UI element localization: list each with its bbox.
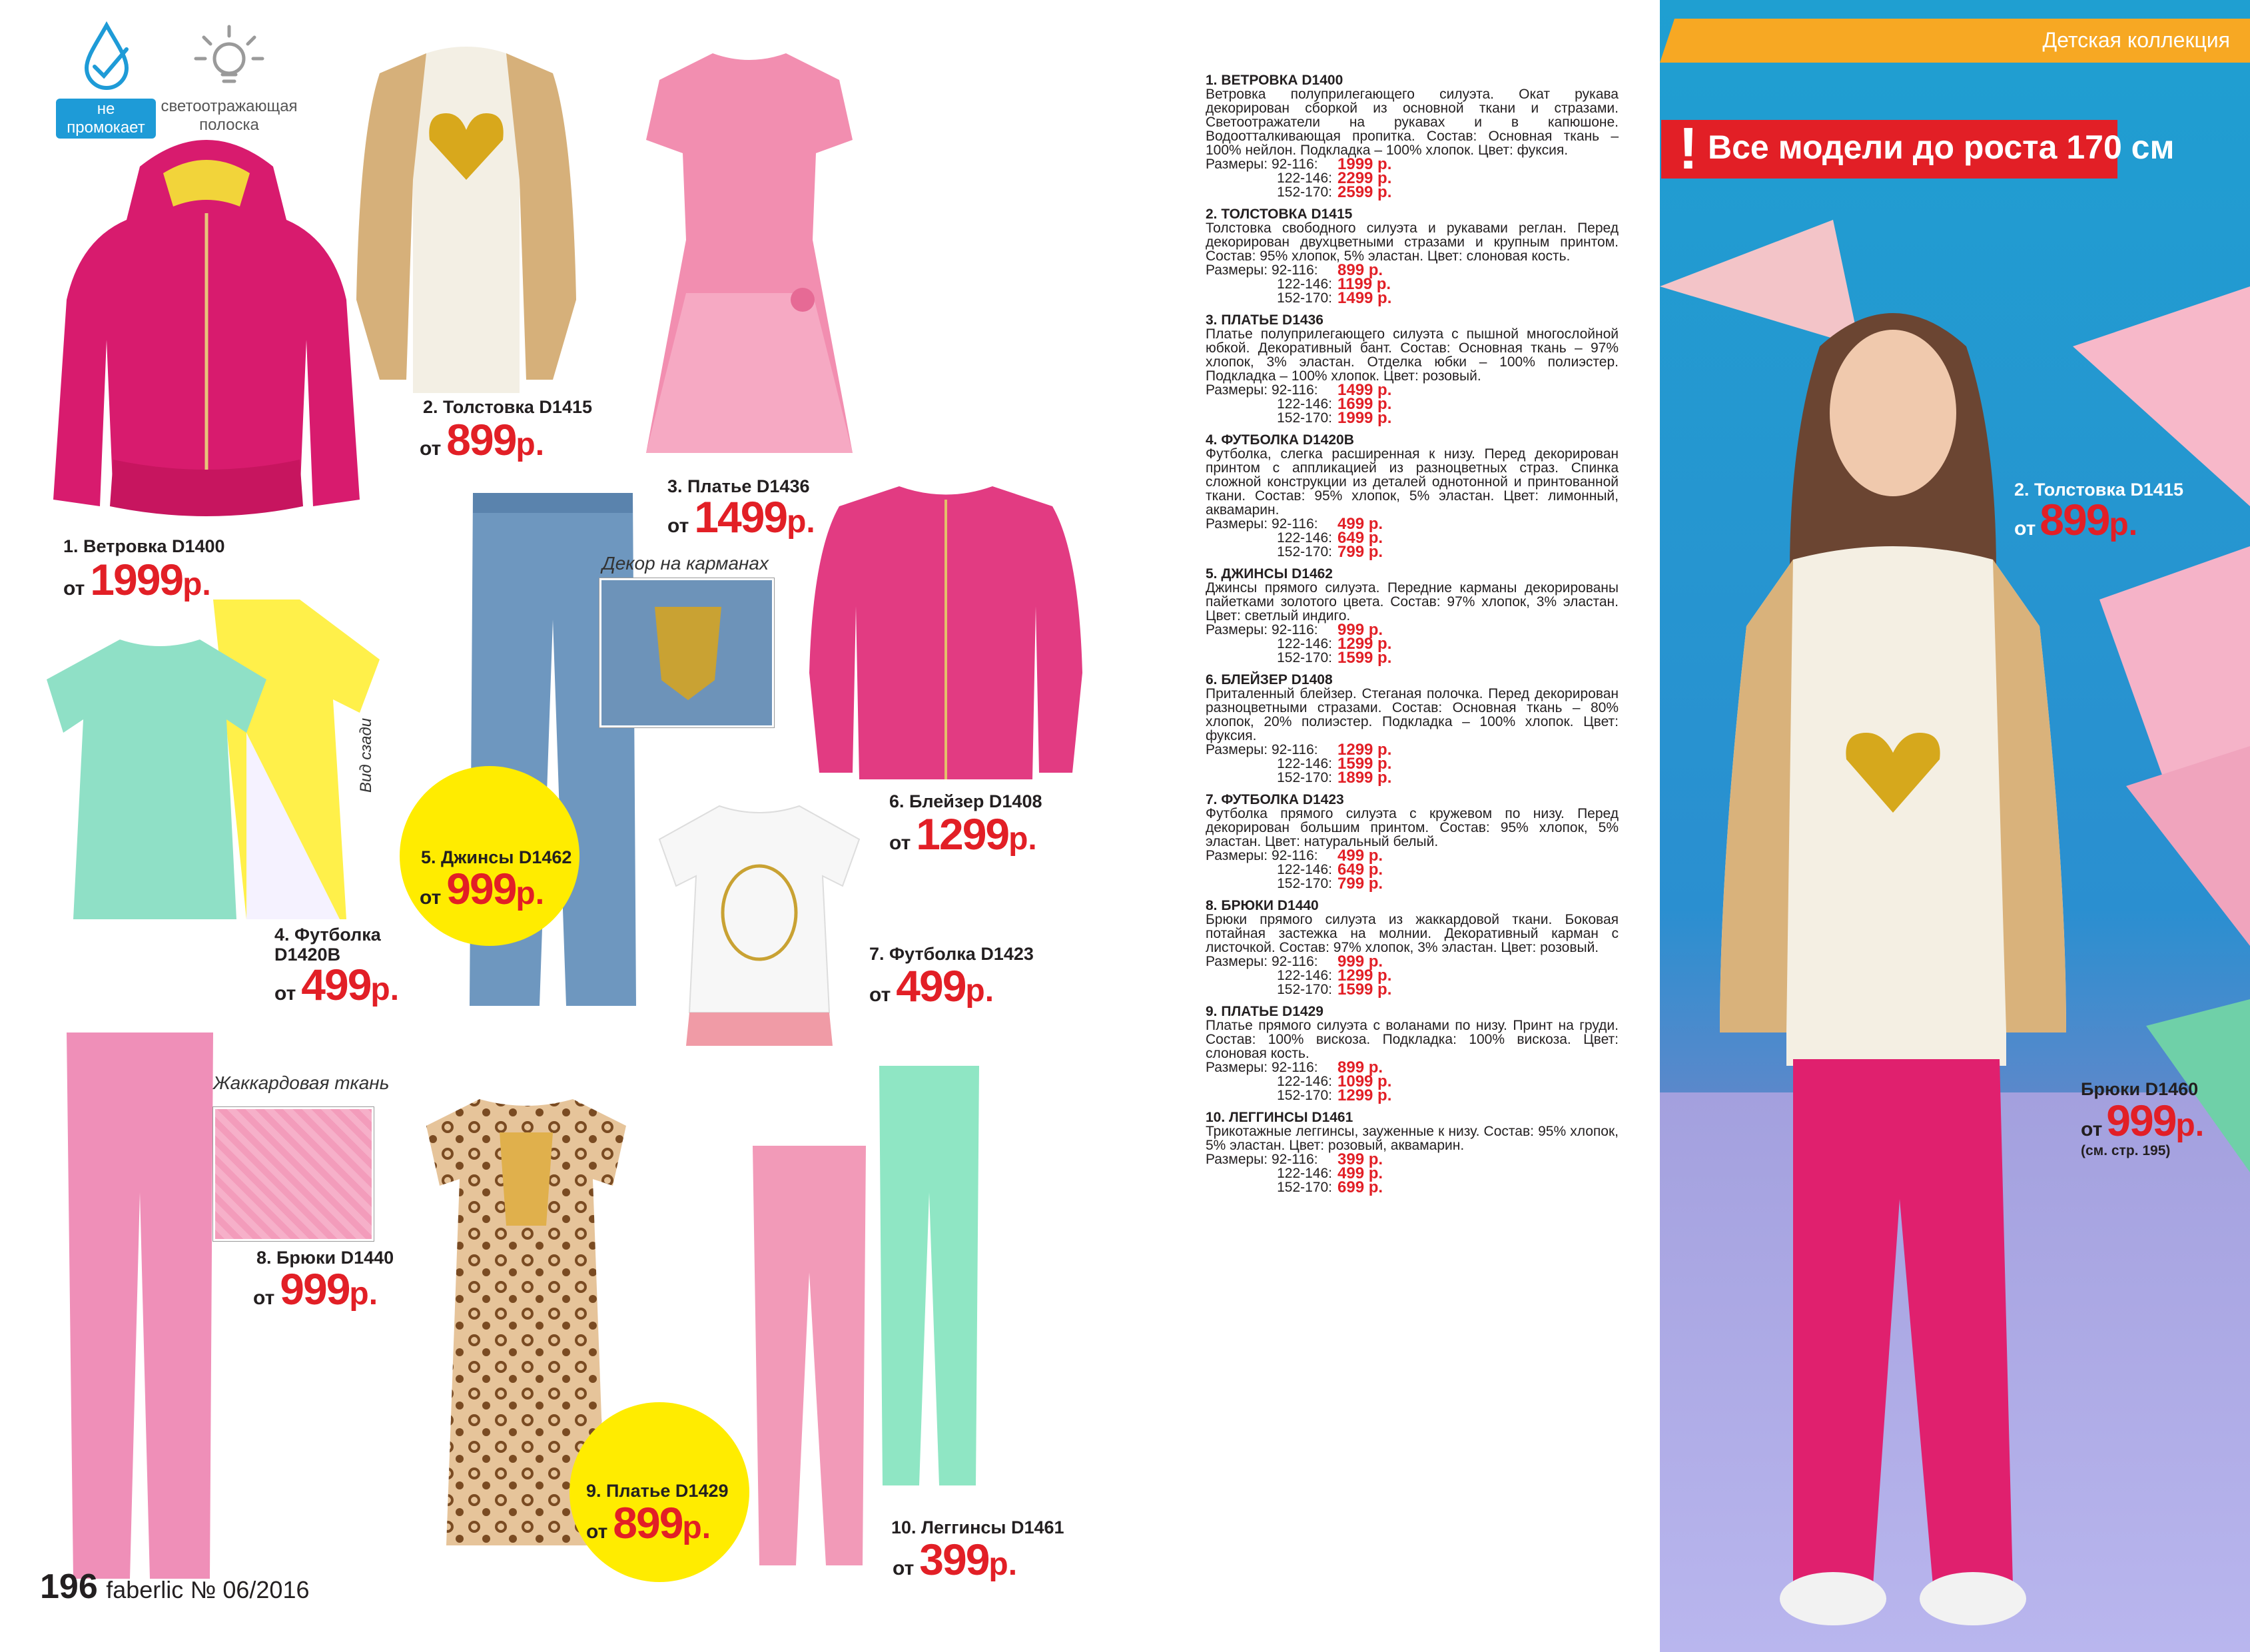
size-price: 699 р.: [1337, 1178, 1383, 1196]
photo-caption-sweatshirt: 2. Толстовка D1415: [2014, 480, 2183, 500]
description-text: Футболка прямого силуэта с кружевом по низу. Перед декорирован большим принтом. Состав: 95% хлопок, 5% эластан. Цвет: натуральный белый.: [1206, 806, 1619, 849]
size-price-row: [1206, 545, 1619, 559]
price-from: от: [274, 983, 296, 1005]
price-leopard-dress: [586, 1497, 711, 1548]
size-label: 152-170:: [1277, 290, 1332, 306]
pocket-decor-inset: [599, 578, 774, 727]
size-label: Размеры: 92-116:: [1206, 262, 1318, 278]
price-value: 1999: [90, 555, 183, 604]
description-text: Толстовка свободного силуэта и рукавами реглан. Перед декорирован двухцветными стразами и крупным принтом. Состав: 95% хлопок, 5% эластан. Цвет: слоновая кость.: [1206, 220, 1619, 264]
size-label: Размеры: 92-116:: [1206, 742, 1318, 757]
size-price-row: [1206, 531, 1619, 545]
size-price: 1499 р.: [1337, 381, 1392, 399]
description-block: [1206, 313, 1619, 425]
photo-price-value: 899: [2040, 495, 2109, 544]
price-currency: р.: [183, 567, 211, 602]
size-label: 152-170:: [1277, 185, 1332, 200]
page-footer: [40, 1567, 310, 1607]
size-price-row: [1206, 849, 1619, 863]
price-from: от: [869, 984, 891, 1006]
size-label: 122-146:: [1277, 756, 1332, 771]
price-currency: р.: [787, 504, 815, 540]
size-price-row: [1206, 263, 1619, 277]
light-bulb-icon: [163, 20, 296, 93]
description-title: 9. ПЛАТЬЕ D1429: [1206, 1004, 1323, 1019]
description-title: 4. ФУТБОЛКА D1420B: [1206, 432, 1354, 448]
page-number: 196: [40, 1567, 98, 1606]
size-price-row: [1206, 291, 1619, 305]
size-price-row: [1206, 383, 1619, 397]
description-block: [1206, 1005, 1619, 1102]
size-price: 1299 р.: [1337, 741, 1392, 759]
price-currency: р.: [349, 1276, 378, 1312]
size-price-row: [1206, 185, 1619, 199]
size-price: 999 р.: [1337, 953, 1383, 971]
size-price-row: [1206, 157, 1619, 171]
size-price-row: [1206, 637, 1619, 651]
price-value: 1299: [916, 809, 1009, 859]
size-price: 1999 р.: [1337, 409, 1392, 427]
price-tshirt-d1423: [869, 961, 994, 1011]
product-descriptions: [1206, 73, 1619, 1202]
size-label: Размеры: 92-116:: [1206, 1152, 1318, 1167]
size-price: 649 р.: [1337, 529, 1383, 547]
size-label: 152-170:: [1277, 1088, 1332, 1103]
price-tshirt-d1420b: [274, 959, 399, 1010]
price-pants-d1440: [253, 1264, 378, 1314]
height-banner: [1661, 115, 2175, 181]
caption-leopard-dress: 9. Платье D1429: [586, 1481, 729, 1501]
size-price-row: [1206, 1180, 1619, 1194]
size-price: 399 р.: [1337, 1150, 1383, 1168]
description-title: 1. ВЕТРОВКА D1400: [1206, 73, 1343, 88]
price-currency: р.: [516, 876, 545, 911]
description-text: Брюки прямого силуэта из жаккардовой ткани. Боковая потайная застежка на молнии. Декоративный карман с листочкой. Состав: 97% хлопок, 3% эластан. Цвет: розовый.: [1206, 912, 1619, 955]
price-pink-dress: [667, 492, 815, 542]
size-label: 152-170:: [1277, 544, 1332, 560]
photo-price-value: 999: [2106, 1096, 2176, 1145]
size-label: 122-146:: [1277, 1074, 1332, 1089]
photo-price-from: от: [2014, 518, 2036, 540]
size-price-row: [1206, 277, 1619, 291]
banner-text: Все модели до роста 170 см: [1708, 129, 2175, 166]
size-price: 1299 р.: [1337, 635, 1392, 653]
size-price: 499 р.: [1337, 1164, 1383, 1182]
price-leggings: [893, 1534, 1017, 1585]
photo-price-currency: р.: [2109, 507, 2138, 542]
jacquard-note: Жаккардовая ткань: [213, 1072, 390, 1093]
description-title: 8. БРЮКИ D1440: [1206, 898, 1319, 913]
price-sweatshirt: [420, 414, 544, 465]
pocket-decor-note: Декор на карманах: [602, 553, 769, 574]
price-from: от: [893, 1557, 915, 1579]
description-text: Приталенный блейзер. Стеганая полочка. Перед декорирован разноцветными стразами. Состав: Основная ткань – 80% хлопок, 20% полиэстер. Подкладка – 100% хлопок. Цвет: фуксия.: [1206, 686, 1619, 743]
size-label: 122-146:: [1277, 1166, 1332, 1181]
caption-windbreaker: 1. Ветровка D1400: [63, 536, 225, 556]
size-price: 2599 р.: [1337, 183, 1392, 201]
description-text: Джинсы прямого силуэта. Передние карманы декорированы пайетками золотого цвета. Состав: 97% хлопок, 3% эластан. Цвет: светлый индиго.: [1206, 580, 1619, 623]
size-label: Размеры: 92-116:: [1206, 848, 1318, 863]
pants-d1440-image: [60, 1026, 220, 1585]
size-label: 122-146:: [1277, 968, 1332, 983]
size-price: 1899 р.: [1337, 769, 1392, 787]
size-price: 1299 р.: [1337, 967, 1392, 985]
size-price: 899 р.: [1337, 261, 1383, 279]
description-block: [1206, 899, 1619, 997]
description-block: [1206, 673, 1619, 785]
photo-price-sweatshirt: [2014, 494, 2137, 545]
price-from: от: [420, 438, 442, 460]
description-text: Ветровка полуприлегающего силуэта. Окат рукава декорирован сборкой из основной ткани и стразами. Светоотражатели на рукавах и в капюшоне. Водоотталкивающая пропитка. Состав: Основная ткань – 100% нейлон. Подкладка – 100% хлопок. Цвет: фуксия.: [1206, 87, 1619, 158]
photo-pants-reference: (см. стр. 195): [2081, 1143, 2171, 1158]
size-price-row: [1206, 955, 1619, 969]
description-title: 3. ПЛАТЬЕ D1436: [1206, 312, 1323, 328]
waterproof-label: не промокает: [56, 99, 156, 139]
description-block: [1206, 73, 1619, 199]
description-text: Платье полуприлегающего силуэта с пышной многослойной юбкой. Декоративный бант. Состав: Основная ткань – 97% хлопок, 3% эластан. Отделка юбки – 100% полиэстер. Подкладка – 100% хлопок. Цвет: розовый.: [1206, 326, 1619, 384]
size-label: 152-170:: [1277, 1180, 1332, 1195]
caption-tshirt-d1420b-line2: D1420B: [274, 945, 341, 965]
sequin-pocket-icon: [601, 580, 772, 725]
price-from: от: [667, 515, 689, 537]
size-label: 152-170:: [1277, 982, 1332, 997]
size-price-row: [1206, 651, 1619, 665]
price-from: от: [253, 1287, 275, 1309]
description-block: [1206, 433, 1619, 559]
size-price: 1199 р.: [1337, 275, 1391, 293]
size-label: 152-170:: [1277, 410, 1332, 426]
size-price: 649 р.: [1337, 861, 1383, 879]
price-value: 499: [301, 960, 371, 1009]
issue-number: № 06/2016: [190, 1576, 310, 1603]
size-price-row: [1206, 1088, 1619, 1102]
size-price-row: [1206, 1152, 1619, 1166]
price-currency: р.: [988, 1547, 1018, 1582]
jacquard-inset: [213, 1107, 374, 1241]
size-price: 499 р.: [1337, 847, 1383, 865]
photo-price-currency: р.: [2175, 1108, 2205, 1143]
size-label: Размеры: 92-116:: [1206, 954, 1318, 969]
pink-dress-image: [639, 40, 859, 466]
size-label: Размеры: 92-116:: [1206, 382, 1318, 398]
size-price-row: [1206, 1060, 1619, 1074]
description-title: 10. ЛЕГГИНСЫ D1461: [1206, 1110, 1353, 1125]
price-from: от: [63, 578, 85, 600]
size-price-row: [1206, 171, 1619, 185]
size-label: 122-146:: [1277, 396, 1332, 412]
size-price-row: [1206, 983, 1619, 997]
size-label: Размеры: 92-116:: [1206, 622, 1318, 637]
price-currency: р.: [682, 1510, 711, 1545]
size-price: 1099 р.: [1337, 1072, 1392, 1090]
size-price: 1599 р.: [1337, 755, 1392, 773]
section-tab: [1660, 19, 2250, 63]
windbreaker-image: [40, 127, 373, 526]
caption-tshirt-d1420b-line1: 4. Футболка: [274, 925, 381, 945]
price-value: 499: [896, 961, 966, 1011]
price-from: от: [586, 1521, 608, 1543]
size-price: 899 р.: [1337, 1058, 1383, 1076]
photo-price-pants: [2081, 1095, 2204, 1146]
size-price: 1699 р.: [1337, 395, 1392, 413]
size-price: 499 р.: [1337, 515, 1383, 533]
size-price: 999 р.: [1337, 621, 1383, 639]
description-title: 5. ДЖИНСЫ D1462: [1206, 566, 1333, 582]
size-label: 122-146:: [1277, 530, 1332, 546]
price-currency: р.: [370, 972, 400, 1007]
photo-caption-pants: Брюки D1460: [2081, 1079, 2199, 1099]
price-from: от: [889, 832, 911, 854]
size-price-row: [1206, 397, 1619, 411]
size-label: Размеры: 92-116:: [1206, 157, 1318, 172]
price-value: 999: [280, 1264, 350, 1314]
description-text: Трикотажные леггинсы, зауженные к низу. Состав: 95% хлопок, 5% эластан. Цвет: розовый, аквамарин.: [1206, 1124, 1619, 1153]
back-view-note: Вид сзади: [357, 717, 375, 793]
size-price-row: [1206, 877, 1619, 891]
description-text: Платье прямого силуэта с воланами по низу. Принт на груди. Состав: 100% вискоза. Подкладка: 100% вискоза. Цвет: слоновая кость.: [1206, 1018, 1619, 1061]
tshirt-d1420b-image: [47, 586, 393, 933]
description-title: 2. ТОЛСТОВКА D1415: [1206, 206, 1353, 222]
description-block: [1206, 793, 1619, 891]
photo-price-from: от: [2081, 1118, 2103, 1140]
price-jeans: [420, 863, 544, 914]
size-label: 122-146:: [1277, 171, 1332, 186]
size-price: 1499 р.: [1337, 289, 1392, 307]
price-blazer: [889, 809, 1037, 859]
price-windbreaker: [63, 554, 211, 605]
model-photo: [1660, 0, 2250, 1652]
price-currency: р.: [965, 973, 994, 1009]
price-value: 1499: [694, 492, 787, 542]
size-label: 152-170:: [1277, 650, 1332, 665]
caption-leggings: 10. Леггинсы D1461: [891, 1517, 1064, 1537]
leggings-image: [746, 1059, 992, 1579]
blazer-image: [806, 473, 1086, 786]
price-value: 899: [613, 1498, 683, 1547]
size-label: 152-170:: [1277, 876, 1332, 891]
price-currency: р.: [1008, 821, 1037, 857]
brand-name: faberlic: [106, 1576, 184, 1603]
reflective-label-line-1: светоотражающая: [161, 97, 298, 115]
description-text: Футболка, слегка расширенная к низу. Перед декорирован принтом с аппликацией из разноцветных страз. Спинка сложной конструкции из деталей однотонной и принтованной ткани. Состав: 95% хлопок, 5% эластан. Цвет: лимонный, аквамарин.: [1206, 446, 1619, 518]
caption-jeans: 5. Джинсы D1462: [421, 847, 572, 867]
section-title: Детская коллекция: [2042, 28, 2230, 52]
description-block: [1206, 1110, 1619, 1194]
size-price: 799 р.: [1337, 543, 1383, 561]
caption-tshirt-d1423: 7. Футболка D1423: [869, 944, 1034, 964]
water-drop-icon: [60, 20, 153, 93]
description-block: [1206, 207, 1619, 305]
price-currency: р.: [516, 427, 545, 462]
caption-pink-dress: 3. Платье D1436: [667, 476, 810, 496]
size-price: 1599 р.: [1337, 981, 1392, 999]
size-label: Размеры: 92-116:: [1206, 516, 1318, 532]
price-value: 399: [919, 1535, 989, 1584]
description-title: 6. БЛЕЙЗЕР D1408: [1206, 672, 1333, 687]
girl-model: [1693, 266, 2106, 1652]
description-title: 7. ФУТБОЛКА D1423: [1206, 792, 1344, 807]
caption-pants-d1440: 8. Брюки D1440: [256, 1248, 394, 1268]
size-label: 122-146:: [1277, 276, 1332, 292]
size-label: 122-146:: [1277, 636, 1332, 651]
price-value: 899: [446, 415, 516, 464]
size-price-row: [1206, 863, 1619, 877]
size-price-row: [1206, 1166, 1619, 1180]
caption-sweatshirt: 2. Толстовка D1415: [423, 397, 592, 417]
price-value: 999: [446, 864, 516, 913]
description-block: [1206, 567, 1619, 665]
size-label: 122-146:: [1277, 862, 1332, 877]
size-price: 799 р.: [1337, 875, 1383, 893]
size-price: 1599 р.: [1337, 649, 1392, 667]
size-price-row: [1206, 623, 1619, 637]
size-price-row: [1206, 517, 1619, 531]
waterproof-badge: [60, 20, 153, 137]
size-price-row: [1206, 757, 1619, 771]
banner-exclamation: !: [1679, 115, 1698, 181]
sweatshirt-image: [353, 33, 579, 406]
reflective-label-line-2: полоска: [199, 116, 259, 134]
reflective-badge: [163, 20, 296, 137]
size-price-row: [1206, 969, 1619, 983]
size-price-row: [1206, 743, 1619, 757]
tshirt-d1423-image: [653, 799, 866, 1052]
caption-blazer: 6. Блейзер D1408: [889, 791, 1042, 811]
price-from: от: [420, 887, 442, 909]
size-price: 1299 р.: [1337, 1086, 1392, 1104]
size-label: 152-170:: [1277, 770, 1332, 785]
size-label: Размеры: 92-116:: [1206, 1060, 1318, 1075]
size-price: 2299 р.: [1337, 169, 1392, 187]
size-price-row: [1206, 771, 1619, 785]
size-price: 1999 р.: [1337, 155, 1392, 173]
size-price-row: [1206, 1074, 1619, 1088]
size-price-row: [1206, 411, 1619, 425]
